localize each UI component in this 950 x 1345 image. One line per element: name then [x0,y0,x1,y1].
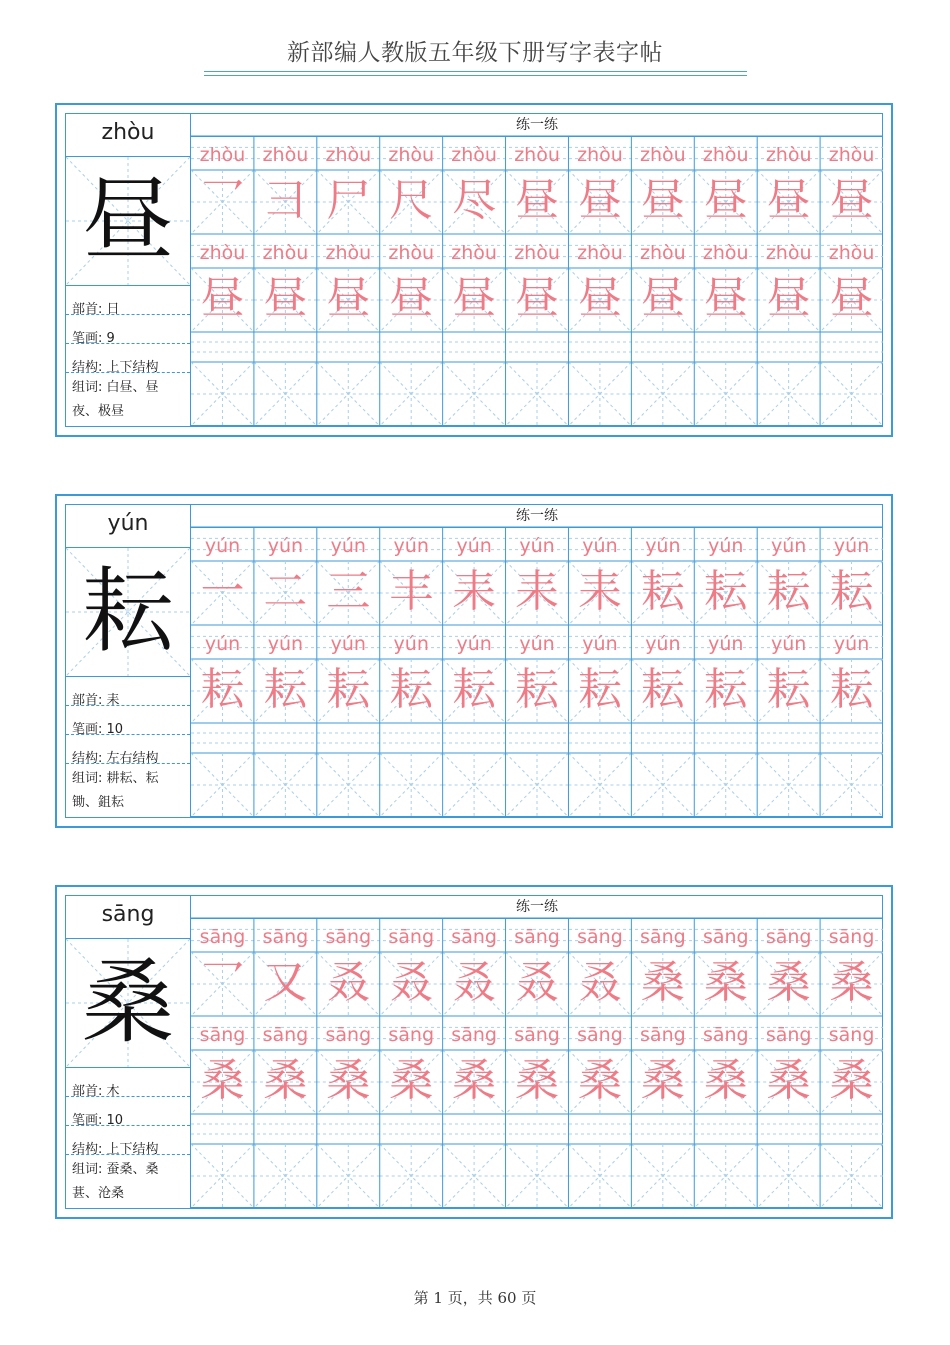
stroke-order-step: 桑 [766,957,811,1008]
trace-character: 昼 [263,273,308,324]
cell-pinyin: yún [456,633,492,655]
character-info-panel [66,896,191,1208]
stroke-order-step: 桑 [829,957,874,1008]
strokes-label-prefix: 笔画: [72,722,107,737]
trace-character: 耘 [200,664,245,715]
trace-character: 桑 [200,1055,245,1106]
words-value: 蚕桑、桑葚、沧桑 [72,1162,159,1201]
example-words [72,767,184,815]
cell-pinyin: zhòu [577,144,623,166]
cell-pinyin: sāng [262,926,309,948]
cell-pinyin: zhòu [325,242,372,264]
cell-pinyin: zhòu [514,242,560,264]
info-separator [66,1154,190,1155]
stroke-order-step: 耒 [515,566,560,617]
main-character: 昼 [81,167,174,274]
title-underline-top [204,71,747,72]
trace-character: 耘 [389,664,434,715]
stroke-order-step: 耘 [640,566,685,617]
cell-pinyin: yún [204,535,241,557]
cell-pinyin: zhòu [325,144,372,166]
structure-label-prefix: 结构: [72,1142,107,1157]
info-separator [66,372,190,373]
cell-pinyin: yún [519,535,555,557]
stroke-order-step: 叒 [577,957,622,1008]
words-prefix: 组词: [72,1162,107,1177]
stroke-order-step: 昼 [515,175,560,226]
radical-label-prefix: 部首: [72,302,107,317]
trace-character: 耘 [829,664,874,715]
main-character-box [66,157,190,286]
cell-pinyin: sāng [388,926,435,948]
strokes-label-prefix: 笔画: [72,1113,107,1128]
cell-pinyin: yún [330,535,366,557]
cell-pinyin: yún [393,535,429,557]
info-separator [66,734,190,735]
trace-character: 昼 [829,273,874,324]
stroke-order-step: 一 [200,566,245,617]
radical-label-prefix: 部首: [72,1084,107,1099]
trace-character: 昼 [766,273,811,324]
stroke-order-step: 耒 [577,566,622,617]
cell-pinyin: sāng [828,926,875,948]
structure-label-prefix: 结构: [72,751,107,766]
cell-pinyin: sāng [199,1024,246,1046]
stroke-order-step: 尺 [389,175,434,226]
info-separator [66,343,190,344]
cell-pinyin: yún [519,633,555,655]
strokes-label-value: 10 [106,722,124,737]
cell-pinyin: sāng [514,1024,560,1046]
cell-pinyin: zhòu [702,242,749,264]
info-separator [66,705,190,706]
info-separator [66,763,190,764]
cell-pinyin: zhòu [451,242,497,264]
trace-character: 桑 [515,1055,560,1106]
info-separator [66,1125,190,1126]
trace-character: 耘 [452,664,497,715]
practice-area [191,505,883,817]
cell-pinyin: zhòu [828,144,875,166]
cell-pinyin: sāng [702,1024,749,1046]
cell-pinyin: yún [833,633,870,655]
practice-title: 练一练 [191,114,883,137]
cell-pinyin: sāng [577,1024,623,1046]
cell-pinyin: sāng [828,1024,875,1046]
page-title: 新部编人教版五年级下册写字表字帖 [287,40,663,66]
stroke-order-step: 又 [263,957,308,1008]
stroke-order-step: 尽 [452,175,497,226]
cell-pinyin: sāng [765,1024,812,1046]
trace-character: 耘 [515,664,560,715]
strokes-label-value: 9 [106,331,115,346]
cell-pinyin: yún [582,535,618,557]
trace-character: 昼 [703,273,748,324]
cell-pinyin: yún [330,633,366,655]
trace-character: 耘 [640,664,685,715]
stroke-order-step: 丰 [389,566,434,617]
stroke-order-step: 二 [263,566,308,617]
example-words [72,1158,184,1206]
stroke-order-step: 桑 [703,957,748,1008]
cell-pinyin: sāng [702,926,749,948]
main-character-box [66,939,190,1068]
cell-pinyin: sāng [765,926,812,948]
trace-character: 耘 [326,664,371,715]
cell-pinyin: yún [771,535,807,557]
cell-pinyin: yún [393,633,429,655]
trace-character: 耘 [766,664,811,715]
trace-character: 桑 [326,1055,371,1106]
info-separator [66,314,190,315]
cell-pinyin: zhòu [262,144,309,166]
stroke-order-step: 尸 [326,175,371,226]
structure-label-value: 左右结构 [106,751,159,766]
cell-pinyin: zhòu [451,144,497,166]
main-character-box [66,548,190,677]
cell-pinyin: zhòu [702,144,749,166]
radical-label-value: 日 [106,302,120,317]
cell-pinyin: sāng [451,926,497,948]
cell-pinyin: zhòu [640,144,686,166]
stroke-order-step: 叒 [515,957,560,1008]
trace-character: 耘 [703,664,748,715]
cell-pinyin: yún [267,633,304,655]
main-character: 耘 [81,558,174,665]
cell-pinyin: sāng [640,1024,686,1046]
example-words [72,376,184,424]
trace-character: 桑 [263,1055,308,1106]
words-value: 耕耘、耘锄、鉏耘 [72,771,159,810]
cell-pinyin: zhòu [765,144,812,166]
cell-pinyin: zhòu [640,242,686,264]
trace-character: 桑 [829,1055,874,1106]
trace-character: 昼 [640,273,685,324]
card-inner-frame [65,504,883,818]
words-prefix: 组词: [72,771,107,786]
stroke-order-step: 耘 [766,566,811,617]
cell-pinyin: zhòu [514,144,560,166]
cell-pinyin: sāng [451,1024,497,1046]
cell-pinyin: yún [204,633,241,655]
stroke-order-step: 叒 [452,957,497,1008]
cell-pinyin: sāng [388,1024,435,1046]
stroke-order-step: 三 [326,566,371,617]
cell-pinyin: sāng [514,926,560,948]
card-inner-frame [65,895,883,1209]
structure-label-value: 上下结构 [106,360,159,375]
cell-pinyin: yún [708,633,744,655]
trace-character: 昼 [326,273,371,324]
stroke-order-step: 耘 [829,566,874,617]
info-separator [66,1096,190,1097]
practice-area [191,114,883,426]
trace-character: 桑 [452,1055,497,1106]
cell-pinyin: yún [645,535,681,557]
stroke-order-step: ⺂ [200,175,245,226]
character-card [55,885,893,1219]
cell-pinyin: sāng [640,926,686,948]
cell-pinyin: sāng [325,1024,372,1046]
radical-label-value: 耒 [106,693,120,708]
trace-character: 桑 [389,1055,434,1106]
words-prefix: 组词: [72,380,107,395]
stroke-order-step: 昼 [766,175,811,226]
cell-pinyin: yún [456,535,492,557]
page-footer: 第 1 页，共 60 页 [413,1289,537,1307]
stroke-order-step: 昼 [703,175,748,226]
cell-pinyin: zhòu [199,144,246,166]
trace-character: 昼 [452,273,497,324]
cell-pinyin: zhòu [262,242,309,264]
cell-pinyin: sāng [325,926,372,948]
practice-area [191,896,883,1208]
stroke-order-step: 叒 [389,957,434,1008]
cell-pinyin: yún [645,633,681,655]
character-info-panel [66,505,191,817]
cell-pinyin: yún [708,535,744,557]
strokes-label-value: 10 [106,1113,124,1128]
stroke-order-step: 耘 [703,566,748,617]
structure-label-value: 上下结构 [106,1142,159,1157]
character-info-panel [66,114,191,426]
cell-pinyin: zhòu [388,144,435,166]
card-inner-frame [65,113,883,427]
radical-label-value: 木 [106,1084,120,1099]
words-value: 白昼、昼夜、极昼 [72,380,159,419]
main-pinyin: sāng [66,896,190,939]
practice-title: 练一练 [191,505,883,528]
trace-character: 昼 [389,273,434,324]
title-underline-bottom [204,75,747,76]
radical-label-prefix: 部首: [72,693,107,708]
cell-pinyin: yún [771,633,807,655]
cell-pinyin: zhòu [388,242,435,264]
trace-character: 桑 [766,1055,811,1106]
stroke-order-step: 耒 [452,566,497,617]
trace-character: 昼 [515,273,560,324]
trace-character: 桑 [703,1055,748,1106]
stroke-order-step: 叒 [326,957,371,1008]
cell-pinyin: yún [582,633,618,655]
trace-character: 耘 [577,664,622,715]
main-pinyin: yún [66,505,190,548]
structure-label-prefix: 结构: [72,360,107,375]
stroke-order-step: ⺂ [200,957,245,1008]
cell-pinyin: yún [833,535,870,557]
strokes-label-prefix: 笔画: [72,331,107,346]
character-card [55,103,893,437]
cell-pinyin: zhòu [199,242,246,264]
cell-pinyin: zhòu [765,242,812,264]
stroke-order-step: 昼 [829,175,874,226]
trace-character: 昼 [200,273,245,324]
cell-pinyin: sāng [262,1024,309,1046]
cell-pinyin: zhòu [828,242,875,264]
stroke-order-step: 桑 [640,957,685,1008]
stroke-order-step: 昼 [640,175,685,226]
trace-character: 耘 [263,664,308,715]
cell-pinyin: yún [267,535,304,557]
stroke-order-step: 昼 [577,175,622,226]
character-card [55,494,893,828]
stroke-order-step: ⺕ [263,175,308,226]
cell-pinyin: sāng [199,926,246,948]
practice-title: 练一练 [191,896,883,919]
trace-character: 桑 [577,1055,622,1106]
cell-pinyin: sāng [577,926,623,948]
main-character: 桑 [81,949,174,1056]
cell-pinyin: zhòu [577,242,623,264]
trace-character: 昼 [577,273,622,324]
trace-character: 桑 [640,1055,685,1106]
main-pinyin: zhòu [66,114,190,157]
